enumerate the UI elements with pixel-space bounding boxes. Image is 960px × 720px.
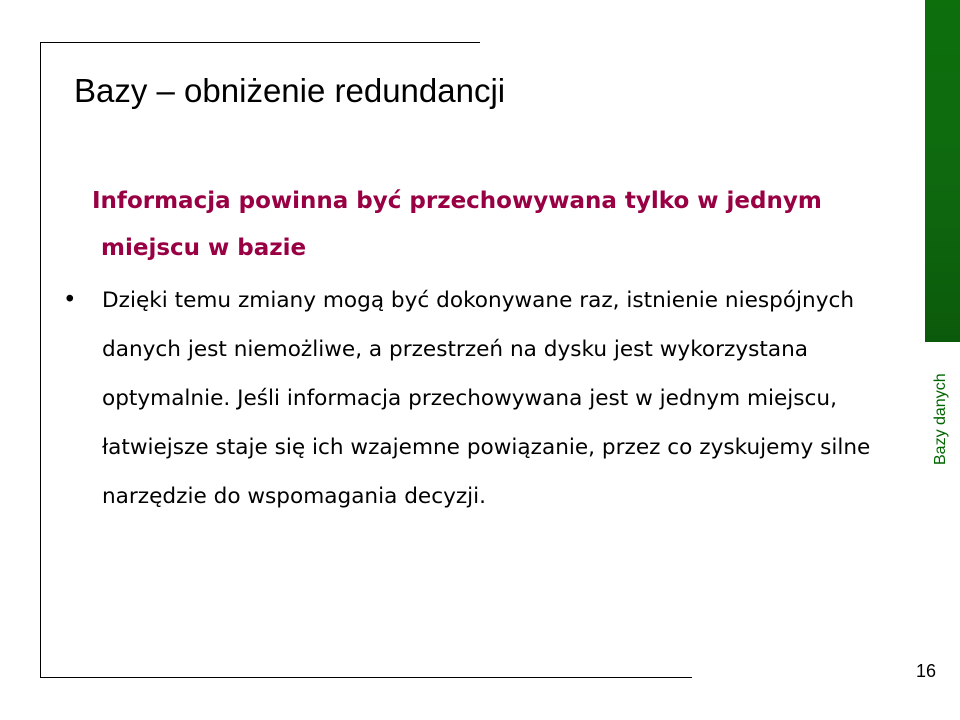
sidebar-label: Bazy danych xyxy=(932,373,949,465)
bullet-marker: • xyxy=(63,287,77,313)
page-number: 16 xyxy=(916,661,937,681)
highlight-statement: Informacja powinna być przechowywana tylko w jednym miejscu w bazie xyxy=(92,188,822,261)
frame-left-line xyxy=(40,42,41,678)
frame-bottom-line xyxy=(40,677,692,678)
bullet-text: Dzięki temu zmiany mogą być dokonywane raz, istnienie niespójnych danych jest niemożliwe, a przestrzeń na dysku jest wykorzystana optymalnie. Jeśli informacja przechowywana jest w jednym miejscu, łatwiejsze staje się ich wzajemne powiązanie, przez co zyskujemy silne narzędzie do wspomagania decyzji. xyxy=(102,288,871,509)
sidebar-green-bar xyxy=(925,0,960,342)
frame-top-line xyxy=(40,42,480,43)
slide-title: Bazy – obniżenie redundancji xyxy=(74,72,506,109)
